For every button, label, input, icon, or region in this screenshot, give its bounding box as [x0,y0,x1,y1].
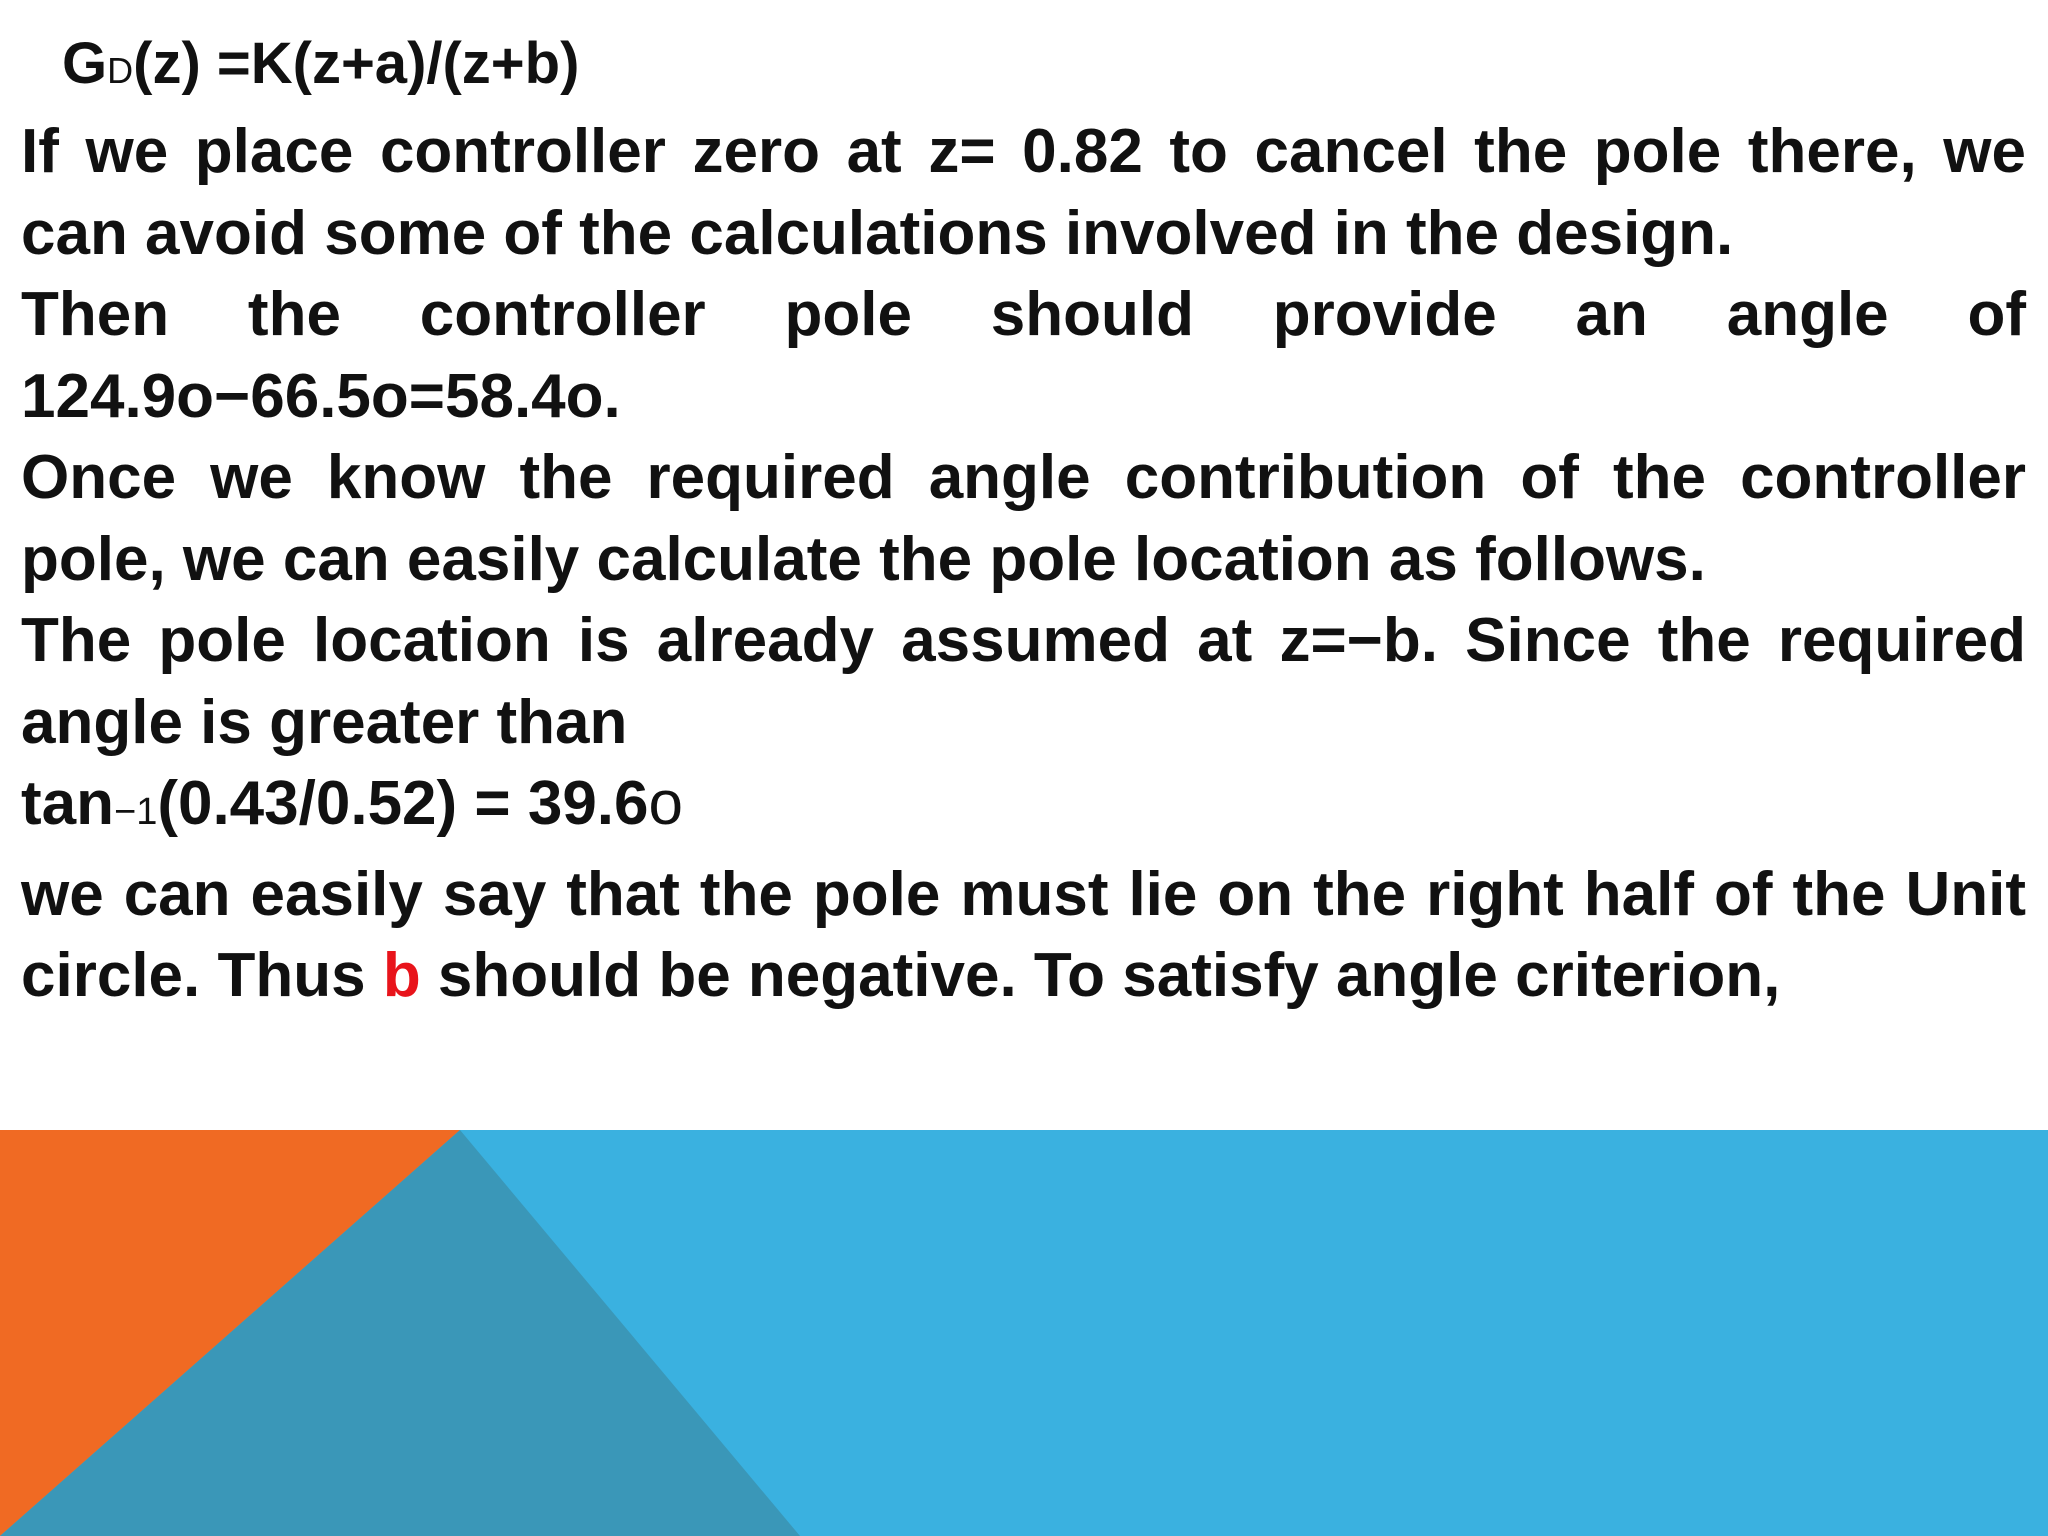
conclusion-text-end: should be negative. To satisfy angle criterion, [420,941,1781,1010]
paragraph-pole-angle: Then the controller pole should provide an angle of 124.9o−66.5o=58.4o. [21,280,2026,431]
arctan-expression [21,763,2026,854]
slide-body [21,24,2026,1017]
paragraph-conclusion [21,854,2026,1017]
transfer-function-formula [62,24,2026,111]
arctan-value: (0.43/0.52) = 39.6 [157,769,649,838]
arctan-inverse-marker: −1 [114,791,158,833]
formula-subscript-d: D [107,50,134,91]
formula-expression: (z) =K(z+a)/(z+b) [133,31,580,96]
conclusion-text-start: we can easily say that the pole must lie on the right half of the Unit circle. Thus [21,859,2026,1010]
paragraph-zero-placement: If we place controller zero at z= 0.82 to cancel the pole there, we can avoid some of the calculations involved in the design. [21,117,2026,268]
paragraph-pole-location: The pole location is already assumed at z=−b. Since the required angle is greater than [21,606,2026,757]
paragraph-angle-contribution: Once we know the required angle contribution of the controller pole, we can easily calculate the pole location as follows. [21,443,2026,594]
highlighted-variable-b: b [382,941,421,1010]
formula-g: G [62,31,108,96]
arctan-tan: tan [21,769,114,838]
degree-marker: o [648,769,683,838]
